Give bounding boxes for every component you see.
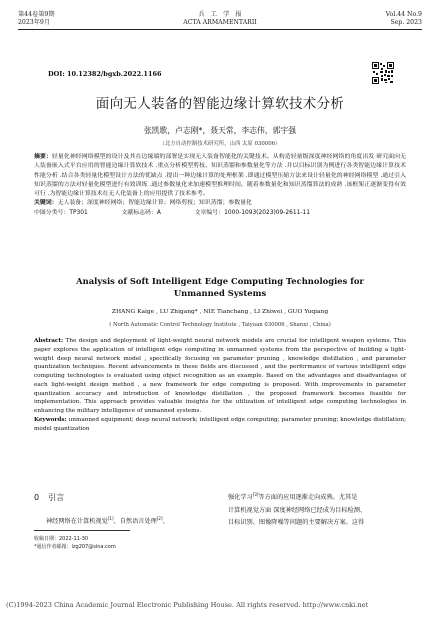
keywords-cn-text: 无人装备；深度神经网络；智能边缘计算；网络剪枝；知识蒸馏；参数量化	[57, 200, 252, 207]
keywords-en-text: unmanned equipment; deep neural network; intelligent edge computing; parameter pruning; knowledge distillation; model quantization	[34, 416, 406, 432]
abstract-cn-label: 摘要：	[34, 154, 52, 160]
section-heading-intro	[34, 492, 64, 503]
article-number: 文章编号：1000-1093(2023)09-2611-11	[194, 209, 311, 216]
footnote-received: 收稿日期：2022-11-30	[34, 536, 89, 542]
authors-en: ZHANG Kaige , LU Zhigang* , NIE Tianchang , LI Zhiwei , GUO Yuqiang	[111, 309, 329, 315]
header-date-en: Sep. 2023	[390, 19, 422, 26]
intro-right-text-2: 计算机视觉方面 深度神经网络已经成为目标检测、	[228, 506, 367, 514]
paper-title-cn: 面向无人装备的智能边缘计算软技术分析	[95, 96, 345, 112]
affiliation-en: ( North Automatic Control Technology Institute , Taiyuan 030006 , Shanxi , China)	[109, 322, 331, 328]
citation-2[interactable]: [2]	[156, 516, 163, 521]
paper-title-en-text: Analysis of Soft Intelligent Edge Computing Technologies for Unmanned Systems	[76, 276, 364, 298]
intro-right-column	[228, 489, 408, 530]
intro-right-text-3: 目标识别、图像降噪等问题的主要解决方案。这得	[228, 519, 365, 527]
intro-left-text: 神经网络在计算机视觉	[46, 518, 108, 526]
header-rule	[18, 29, 422, 30]
doi: DOI: 10.12382/bgxb.2022.1166	[48, 70, 162, 78]
abstract-en-label: Abstract:	[34, 338, 64, 344]
keywords-cn-label: 关键词：	[34, 200, 58, 207]
header-journal-cn: 兵 工 学 报	[198, 11, 242, 18]
footnote-email: *通信作者邮箱：lzg207@sina.com	[34, 544, 116, 550]
copyright-line: (C)1994-2023 China Academic Journal Electronic Publishing House. All rights reserved. http://www.cnki.net	[6, 601, 369, 609]
keywords-en-label: Keywords:	[34, 416, 67, 423]
header-volume-en: Vol.44 No.9	[385, 11, 422, 18]
intro-right-text-1b: 等方面的应用逐渐走向成熟。尤其是	[258, 494, 358, 502]
footnote-rule	[34, 530, 130, 531]
citation-3[interactable]: [3]	[252, 492, 259, 497]
section-title: 引言	[48, 493, 65, 502]
document-code: 文献标志码：A	[121, 209, 161, 216]
abstract-en-text: The design and deployment of light-weight neural network models are crucial for intelligent weapon systems. This paper explores the application of intelligent edge computing in unmanned systems from the perspective of building a light-weight deep neural network model , specifically focusing on parameter pruning , knowledge distillation , and parameter quantization techniques. Recent advancements in these fields are discussed , and the performance of various intelligent edge computing technologies is evaluated using object recognition as an example. Based on the advantages and disadvantages of each light-weight design method , a new framework for edge computing is proposed. With improvements in parameter quantization accuracy and introduction of knowledge distillation , the proposed framework becomes feasible for implementation. This approach provides valuable insights for the utilization of intelligent edge computing technologies in enhancing the military intelligence of unmanned systems.	[34, 338, 406, 414]
affiliation-cn: （北方自动控制技术研究所，山西 太原 030006）	[159, 141, 281, 147]
abstract-cn-text: 轻量化神经网络模型的设计及其在边缘端的部署是实现无人装备智能化的关键技术。从构造轻量级深度神经网络的角度出发 研究面向无人装备嵌入式平台应用的智能边缘计算软技术 .重点分析模型剪枝、知识蒸馏和参数量化等方法 .并以目标识别为例进行各类智能边缘计算技术性能分析 .结合各类轻量化模型设计方法的优缺点 .提出一种边缘计算的处理框架 .即通过模型压缩方法来设计轻量化的神经网络模型 .通过引入知识蒸馏的方法对轻量化模型进行有效训练 .通过参数量化来加速模型推理时间。随着参数量化和知识蒸馏算法的成熟 .该框架正逐渐变得有效可行 .为智能边缘计算技术在无人化装备上的应用提供了技术参考。	[34, 154, 407, 198]
header-journal-en: ACTA ARMAMENTARII	[183, 19, 257, 26]
abstract-cn	[34, 153, 406, 218]
section-number: 0	[34, 493, 40, 502]
qr-code-icon	[372, 62, 394, 84]
citation-1[interactable]: [1]	[107, 516, 114, 521]
paper-title-en	[0, 275, 440, 299]
intro-left-mid: 、自然语言处理	[113, 518, 157, 526]
header-date-cn: 2023年9月	[18, 19, 51, 26]
intro-left-end: 、	[162, 518, 169, 526]
authors-cn: 张凯歌，卢志刚*，聂天常，李志伟，郭宇强	[143, 126, 297, 135]
intro-left-column	[46, 513, 224, 529]
intro-right-text-1a: 强化学习	[228, 494, 253, 502]
header-volume-cn: 第44卷第9期	[18, 11, 55, 18]
abstract-en	[34, 337, 406, 433]
clc-number: 中图分类号：TP301	[34, 209, 88, 216]
